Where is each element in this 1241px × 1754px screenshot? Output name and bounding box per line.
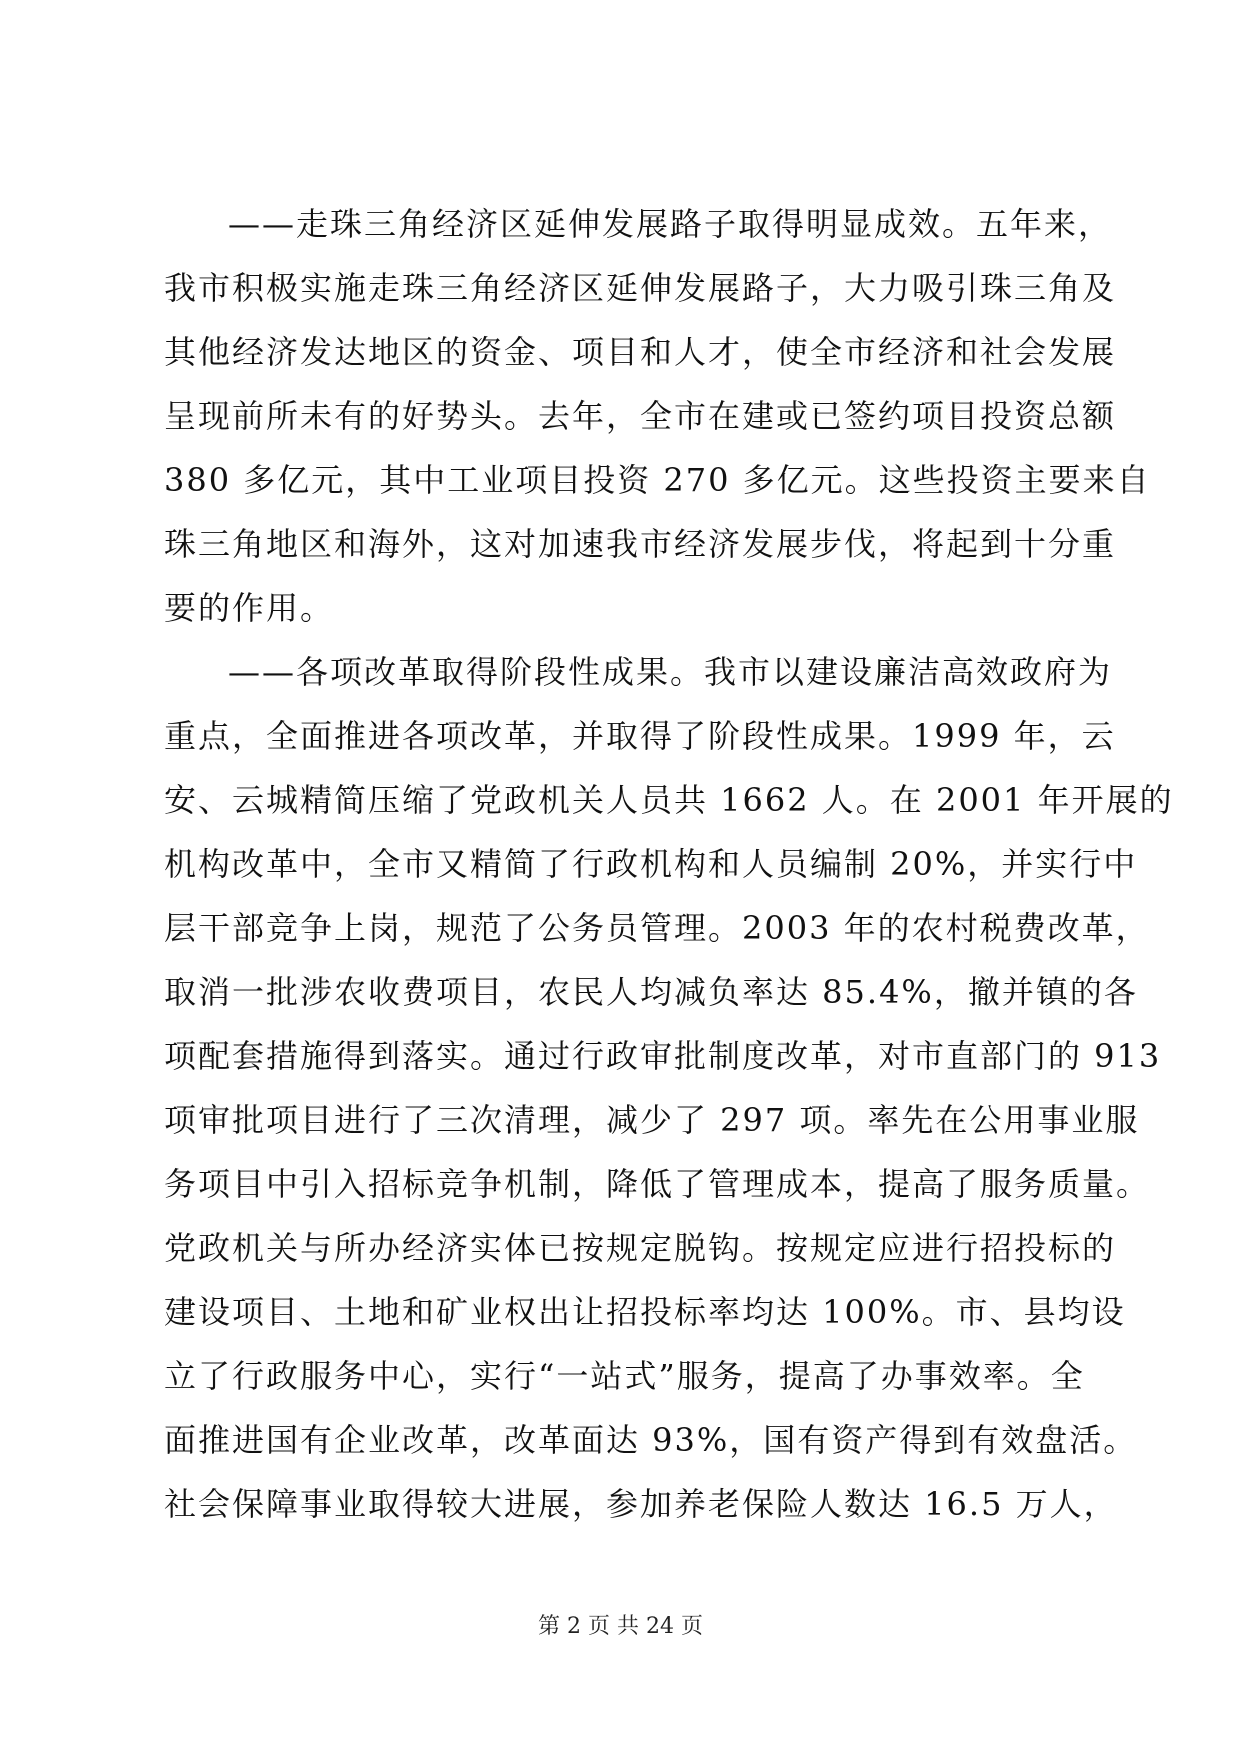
paragraph-2-line-8: 项审批项目进行了三次清理，减少了 297 项。率先在公用事业服: [164, 1101, 1140, 1139]
paragraph-2-line-12: 立了行政服务中心，实行“一站式”服务，提高了办事效率。全: [164, 1357, 1085, 1395]
page-number-footer: 第 2 页 共 24 页: [538, 1614, 703, 1639]
paragraph-1-line-4: 呈现前所未有的好势头。去年，全市在建或已签约项目投资总额: [164, 397, 1117, 435]
paragraph-1-line-5: 380 多亿元，其中工业项目投资 270 多亿元。这些投资主要来自: [164, 461, 1151, 499]
paragraph-2-line-9: 务项目中引入招标竞争机制，降低了管理成本，提高了服务质量。: [164, 1165, 1151, 1203]
paragraph-2-line-2: 重点，全面推进各项改革，并取得了阶段性成果。1999 年，云: [164, 717, 1116, 755]
paragraph-1-line-1: ——走珠三角经济区延伸发展路子取得明显成效。五年来，: [228, 205, 1113, 243]
paragraph-2-line-10: 党政机关与所办经济实体已按规定脱钩。按规定应进行招投标的: [164, 1229, 1117, 1267]
paragraph-2-line-13: 面推进国有企业改革，改革面达 93%，国有资产得到有效盘活。: [164, 1421, 1138, 1459]
paragraph-2-line-4: 机构改革中，全市又精简了行政机构和人员编制 20%，并实行中: [164, 845, 1138, 883]
paragraph-2-line-5: 层干部竞争上岗，规范了公务员管理。2003 年的农村税费改革，: [164, 909, 1150, 947]
paragraph-2-line-7: 项配套措施得到落实。通过行政审批制度改革，对市直部门的 913: [164, 1037, 1162, 1075]
paragraph-2-line-1: ——各项改革取得阶段性成果。我市以建设廉洁高效政府为: [228, 653, 1113, 691]
paragraph-2-line-14: 社会保障事业取得较大进展，参加养老保险人数达 16.5 万人，: [164, 1485, 1118, 1523]
paragraph-1-line-6: 珠三角地区和海外，这对加速我市经济发展步伐，将起到十分重: [164, 525, 1117, 563]
paragraph-1-line-2: 我市积极实施走珠三角经济区延伸发展路子，大力吸引珠三角及: [164, 269, 1117, 307]
paragraph-2-line-3: 安、云城精简压缩了党政机关人员共 1662 人。在 2001 年开展的: [164, 781, 1174, 819]
document-body: [164, 192, 1174, 1536]
paragraph-2-line-6: 取消一批涉农收费项目，农民人均减负率达 85.4%，撤并镇的各: [164, 973, 1138, 1011]
paragraph-1-line-3: 其他经济发达地区的资金、项目和人才，使全市经济和社会发展: [164, 333, 1117, 371]
paragraph-1-line-7: 要的作用。: [164, 589, 335, 627]
paragraph-2-line-11: 建设项目、土地和矿业权出让招投标率均达 100%。市、县均设: [164, 1293, 1126, 1331]
